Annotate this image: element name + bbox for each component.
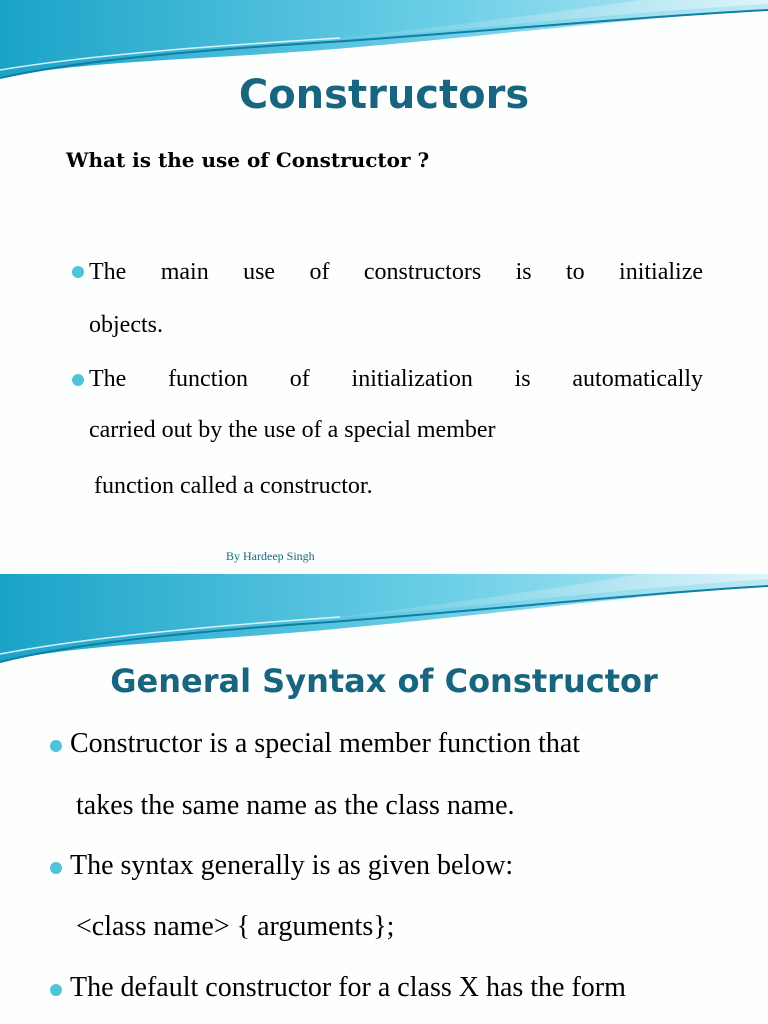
bullet-2-line-1: The syntax generally is as given below: xyxy=(70,850,514,881)
slide-title: General Syntax of Constructor xyxy=(110,662,658,700)
bullet-2-line-3: function called a constructor. xyxy=(94,473,373,499)
bullet-2-line-2: carried out by the use of a special member xyxy=(89,417,496,443)
byline: By Hardeep Singh xyxy=(226,549,315,563)
bullet-1-line-1: The main use of constructors is to initialize xyxy=(89,259,703,285)
bullet-2-line-2: <class name> { arguments}; xyxy=(76,911,395,942)
bullet-dot xyxy=(72,374,84,386)
bullet-1-line-2: objects. xyxy=(89,312,163,338)
bullet-dot xyxy=(72,266,84,278)
bullet-2-line-1: The function of initialization is automatically xyxy=(89,366,703,392)
bullet-dot xyxy=(50,984,62,996)
bullet-1-line-2: takes the same name as the class name. xyxy=(76,790,515,821)
slide-subtitle: What is the use of Constructor ? xyxy=(66,148,430,172)
bullet-dot xyxy=(50,862,62,874)
header-wave-decoration xyxy=(0,0,768,80)
slide-title: Constructors xyxy=(238,72,530,118)
header-wave-decoration xyxy=(0,574,768,664)
bullet-dot xyxy=(50,740,62,752)
bullet-3-line-1: The default constructor for a class X has the form xyxy=(70,972,626,1003)
bullet-1-line-1: Constructor is a special member function that xyxy=(70,728,581,759)
slide-2 xyxy=(0,574,768,1024)
